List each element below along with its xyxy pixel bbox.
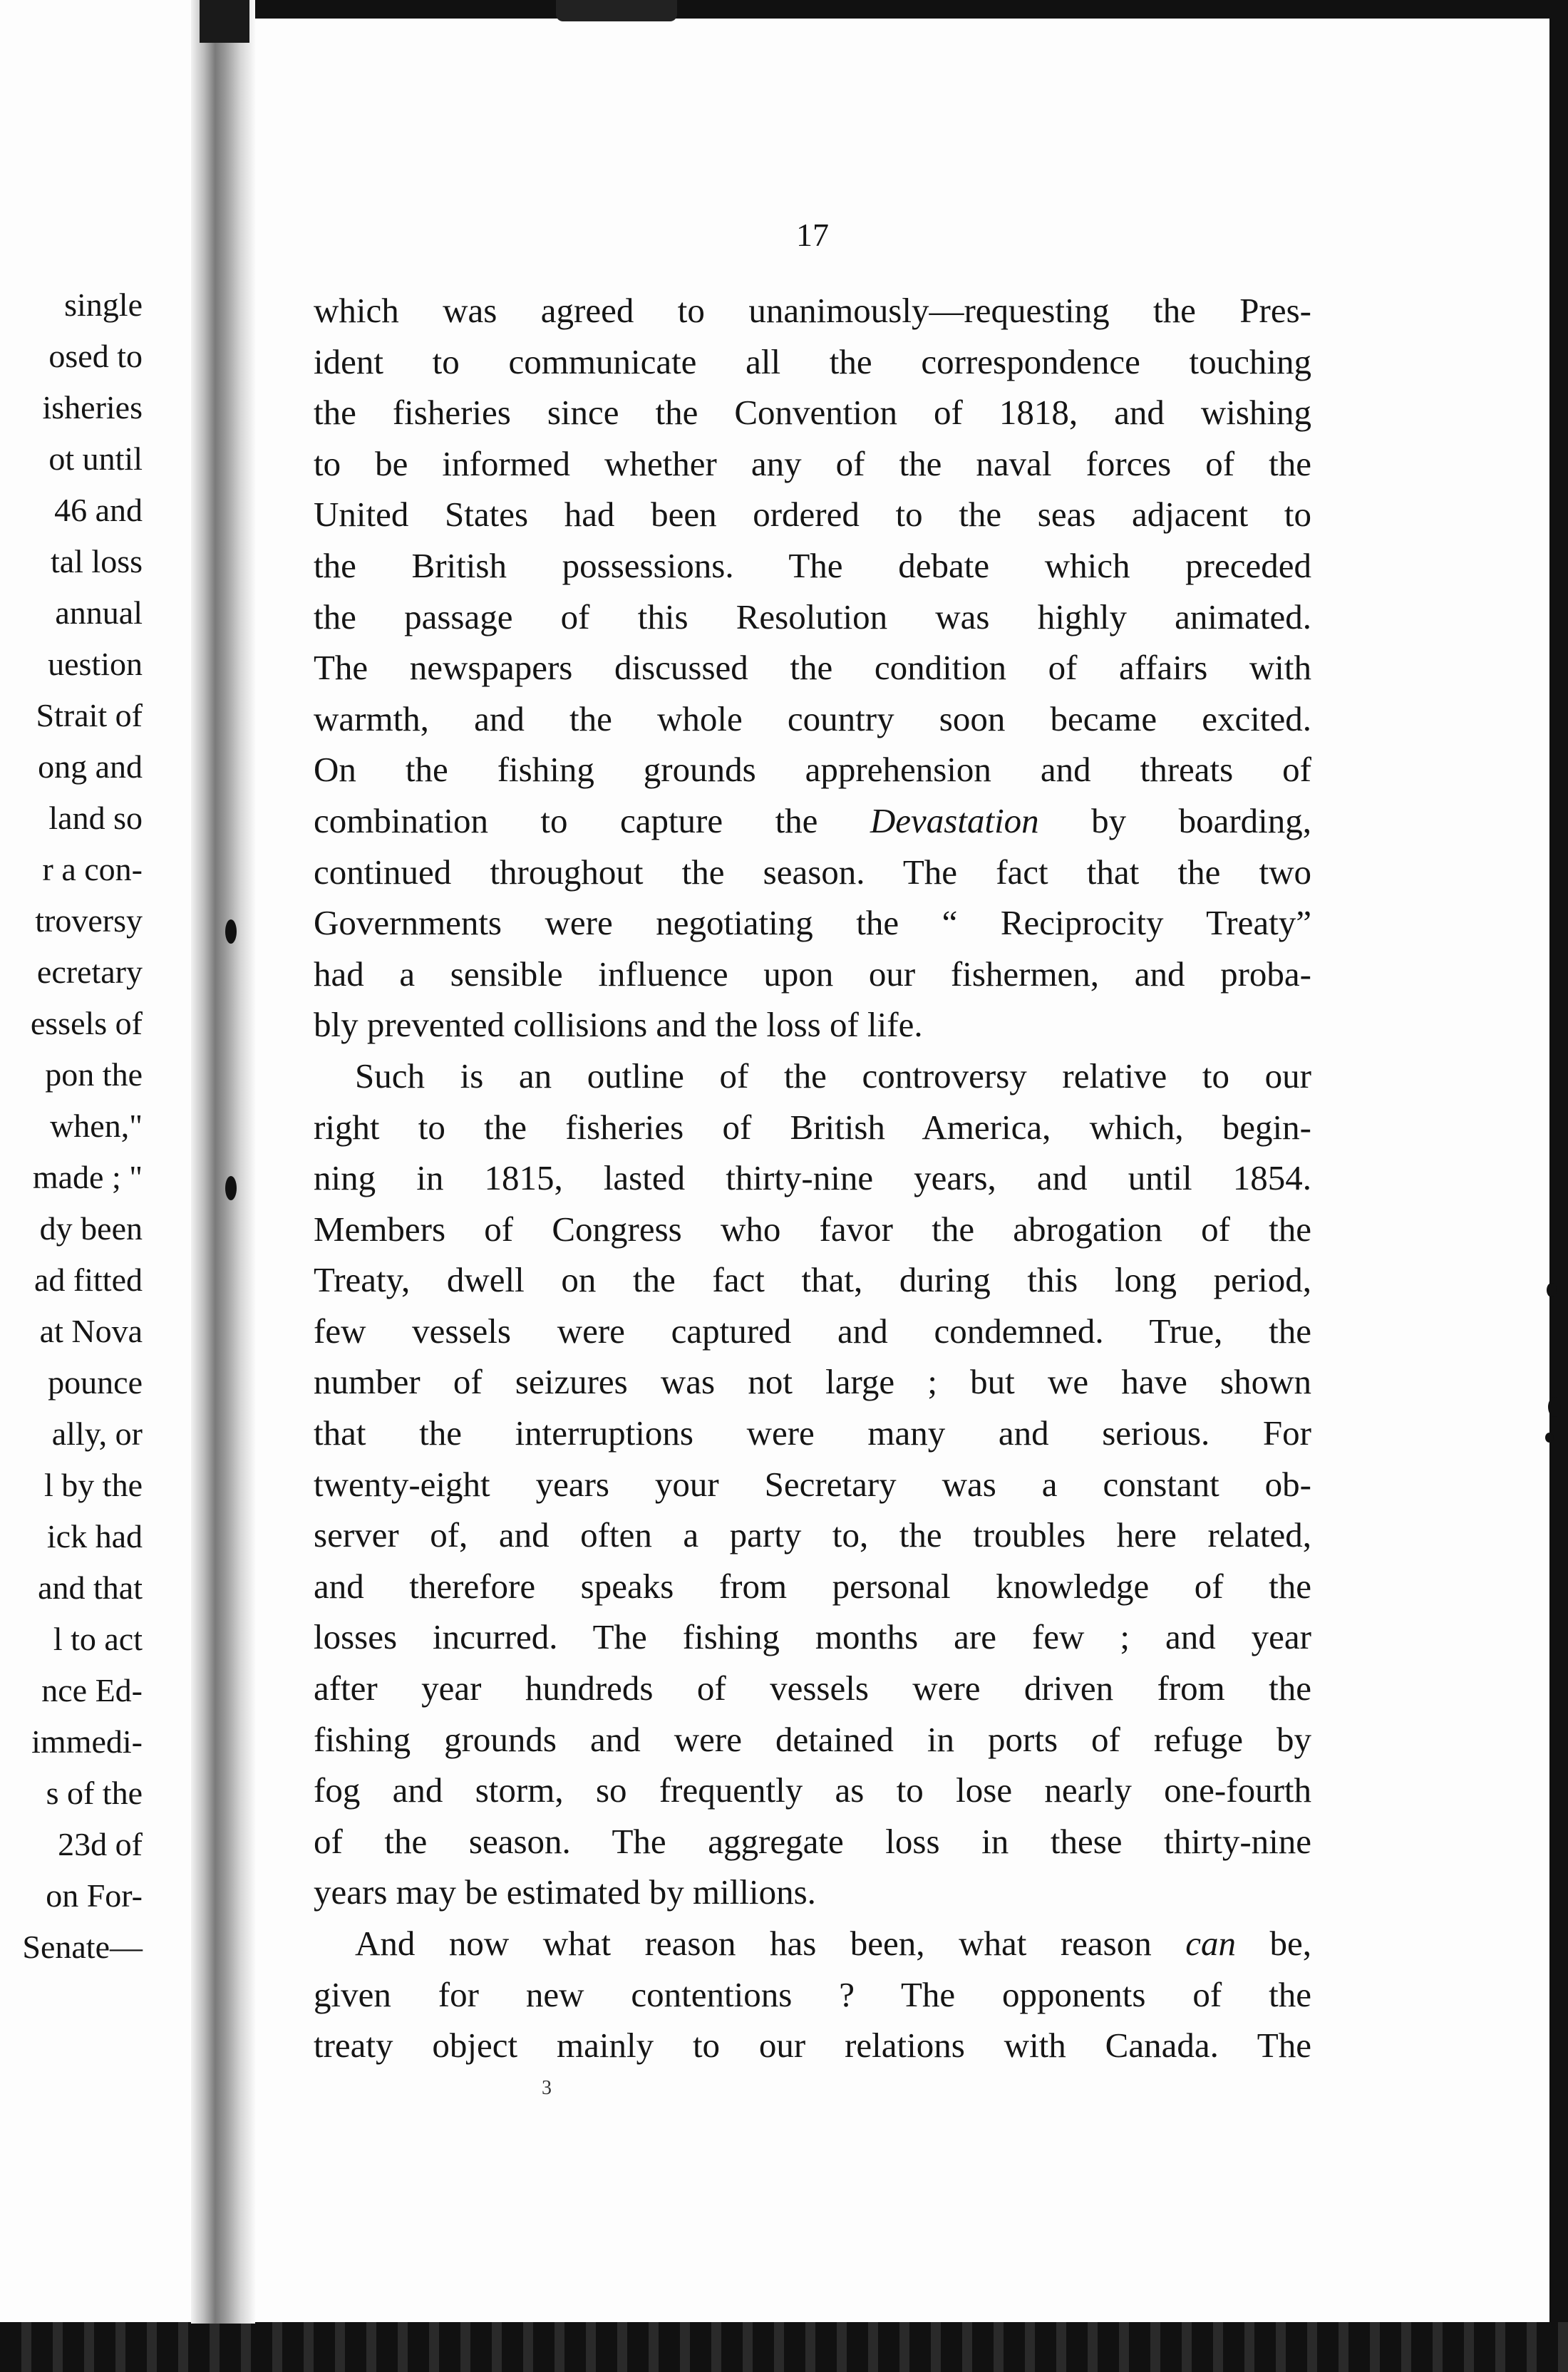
facing-page-line: ally, or (51, 1416, 143, 1452)
text-line (314, 1408, 1311, 1459)
text-line (314, 1969, 1311, 2021)
text-segment: bly prevented collisions and the loss of life. (314, 1005, 923, 1045)
facing-page-line: on For- (46, 1877, 143, 1914)
facing-page-line: s of the (46, 1775, 143, 1811)
text-segment: losses incurred. The fishing months are few ; and year (314, 1617, 1311, 1657)
facing-page-line: dy been (39, 1210, 143, 1247)
scan-speck (225, 1176, 237, 1200)
text-line (314, 1765, 1311, 1816)
scan-speck (1548, 1397, 1561, 1417)
text-segment: and therefore speaks from personal knowledge of the (314, 1566, 1311, 1606)
text-line (314, 1663, 1311, 1714)
text-line (314, 642, 1311, 693)
text-line (314, 1918, 1311, 1969)
facing-page-line: annual (55, 594, 143, 631)
facing-page-line: 46 and (54, 492, 143, 528)
text-segment: continued throughout the season. The fact that the two (314, 852, 1311, 892)
text-segment: fog and storm, so frequently as to lose nearly one-fourth (314, 1770, 1311, 1810)
scan-speck (1545, 1433, 1554, 1443)
text-line (314, 1561, 1311, 1612)
book-gutter (191, 0, 255, 2324)
facing-page-line: ick had (46, 1518, 143, 1554)
facing-page-line: made ; " (32, 1159, 143, 1195)
facing-page-line: l to act (53, 1621, 143, 1657)
text-segment: combination to capture the (314, 800, 870, 840)
text-line (314, 1612, 1311, 1663)
facing-page-line: immedi- (31, 1723, 143, 1760)
text-segment: The newspapers discussed the condition of affairs with (314, 648, 1311, 688)
text-segment: after year hundreds of vessels were driven from the (314, 1669, 1311, 1708)
scan-speck (225, 919, 237, 944)
facing-page-fragment (0, 279, 143, 1973)
text-segment: Governments were negotiating the “ Reciprocity Treaty” (314, 903, 1311, 943)
text-line (314, 693, 1311, 745)
facing-page-line: l by the (44, 1467, 143, 1503)
facing-page-line: Strait of (36, 697, 143, 733)
text-line (314, 438, 1311, 490)
facing-page-line: ad fitted (34, 1262, 143, 1298)
text-line (314, 1153, 1311, 1204)
italic-text: Devastation (870, 800, 1039, 840)
text-line (314, 1051, 1311, 1102)
text-line (314, 744, 1311, 795)
text-line (314, 1356, 1311, 1408)
text-segment: few vessels were captured and condemned. True, the (314, 1311, 1311, 1351)
text-segment: Such is an outline of the controversy relative to our (355, 1056, 1311, 1095)
text-line (314, 1204, 1311, 1255)
text-line (314, 999, 1311, 1051)
text-line (314, 1254, 1311, 1306)
text-segment: fishing grounds and were detained in ports of refuge by (314, 1719, 1311, 1759)
text-segment: by boarding, (1038, 800, 1312, 840)
scan-border-top (242, 0, 1568, 19)
text-line (314, 1459, 1311, 1510)
text-segment: had a sensible influence upon our fishermen, and proba- (314, 954, 1311, 994)
facing-page-line: when," (50, 1108, 143, 1144)
text-segment: number of seizures was not large ; but we have shown (314, 1362, 1311, 1402)
text-line (314, 540, 1311, 592)
text-line (314, 1867, 1311, 1918)
binding-mark (556, 0, 677, 21)
text-line (314, 949, 1311, 1000)
facing-page-line: ot until (48, 440, 143, 477)
facing-page-line: uestion (48, 646, 143, 682)
text-segment: Treaty, dwell on the fact that, during this long period, (314, 1260, 1311, 1300)
text-line (314, 387, 1311, 438)
text-segment: United States had been ordered to the seas adjacent to (314, 495, 1311, 535)
facing-page-line: 23d of (58, 1826, 143, 1862)
scan-speck (1547, 1283, 1557, 1297)
facing-page-line: r a con- (42, 851, 143, 887)
text-line (314, 592, 1311, 643)
facing-page-line: pon the (45, 1056, 143, 1093)
text-line (314, 2020, 1311, 2071)
text-line (314, 1102, 1311, 1153)
text-segment: server of, and often a party to, the troubles here related, (314, 1515, 1311, 1555)
facing-page-line: nce Ed- (41, 1672, 143, 1708)
text-segment: treaty object mainly to our relations with Canada. The (314, 2026, 1311, 2066)
gutter-shadow-top (200, 0, 249, 43)
facing-page-line: osed to (48, 338, 143, 374)
text-line (314, 336, 1311, 388)
text-segment: the fisheries since the Convention of 1818, and wishing (314, 393, 1311, 433)
text-segment: warmth, and the whole country soon became excited. (314, 698, 1311, 738)
text-line (314, 489, 1311, 540)
text-segment: years may be estimated by millions. (314, 1872, 816, 1912)
facing-page-line: at Nova (39, 1313, 143, 1349)
facing-page-line: essels of (30, 1005, 143, 1041)
text-segment: right to the fisheries of British America, which, begin- (314, 1107, 1311, 1147)
text-line (314, 1306, 1311, 1357)
text-segment: ident to communicate all the correspondence touching (314, 341, 1311, 381)
text-segment: to be informed whether any of the naval forces of the (314, 443, 1311, 483)
text-segment: the British possessions. The debate which preceded (314, 545, 1311, 585)
text-segment: which was agreed to unanimously—requesting the Pres- (314, 291, 1311, 330)
text-segment: that the interruptions were many and serious. For (314, 1413, 1311, 1453)
facing-page-line: ecretary (36, 954, 143, 990)
text-segment: of the season. The aggregate loss in these thirty-nine (314, 1821, 1311, 1861)
facing-page-line: isheries (42, 389, 143, 426)
facing-page-line: troversy (35, 902, 143, 939)
text-segment: given for new contentions ? The opponents of the (314, 1974, 1311, 2014)
text-line (314, 897, 1311, 949)
italic-text: can (1185, 1924, 1236, 1963)
facing-page-line: land so (48, 800, 143, 836)
text-line (314, 847, 1311, 898)
page-number: 17 (796, 217, 829, 253)
page-body-text (314, 285, 1311, 2071)
text-line (314, 285, 1311, 336)
facing-page-line: ong and (38, 748, 143, 785)
text-segment: Members of Congress who favor the abrogation of the (314, 1209, 1311, 1249)
text-segment: And now what reason has been, what reason (355, 1924, 1186, 1963)
text-segment: ning in 1815, lasted thirty-nine years, and until 1854. (314, 1158, 1311, 1198)
facing-page-line: tal loss (50, 543, 143, 579)
facing-page-line: Senate— (22, 1929, 143, 1965)
text-segment: On the fishing grounds apprehension and threats of (314, 750, 1311, 790)
text-segment: twenty-eight years your Secretary was a constant ob- (314, 1464, 1311, 1504)
text-line (314, 795, 1311, 847)
facing-page-line: and that (38, 1569, 143, 1606)
text-line (314, 1816, 1311, 1867)
signature-mark: 3 (542, 2077, 552, 2099)
facing-page-line: single (64, 287, 143, 323)
text-line (314, 1714, 1311, 1765)
text-line (314, 1510, 1311, 1561)
scan-border-bottom (0, 2322, 1568, 2372)
scan-border-right (1549, 0, 1568, 2372)
text-segment: be, (1235, 1924, 1311, 1963)
facing-page-line: pounce (48, 1364, 143, 1401)
text-segment: the passage of this Resolution was highly animated. (314, 597, 1311, 636)
